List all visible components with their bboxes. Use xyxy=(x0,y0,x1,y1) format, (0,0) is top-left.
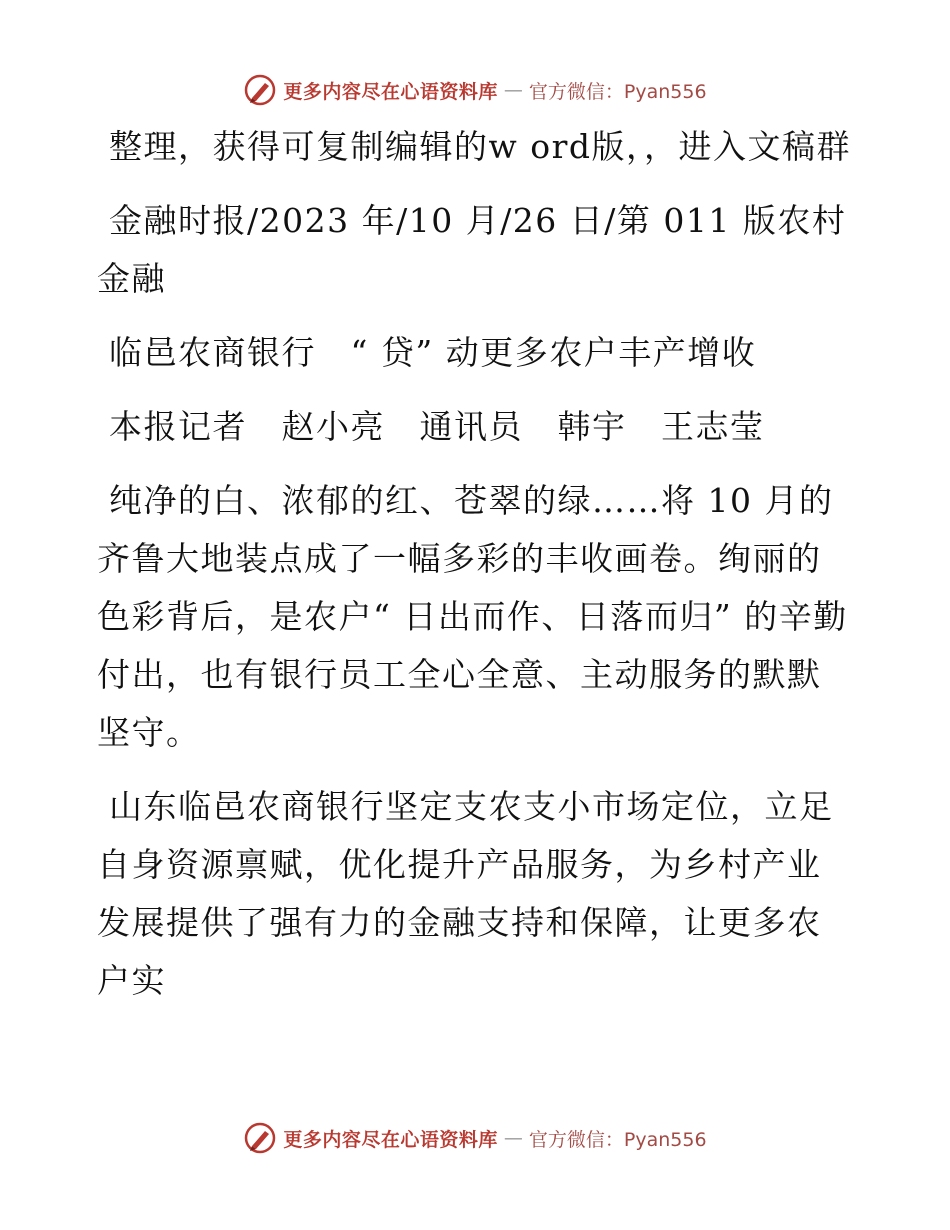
watermark-text: 更多内容尽在心语资料库 xyxy=(283,1128,498,1151)
footer-watermark-banner xyxy=(0,1118,950,1158)
paragraph-body-1: 纯净的白、浓郁的红、苍翠的绿……将 10 月的齐鲁大地装点成了一幅多彩的丰收画卷。绚丽的色彩背后，是农户“ 日出而作、日落而归” 的辛勤付出，也有银行员工全心全意、主动服务的默默坚守。 xyxy=(97,481,848,752)
article-byline: 本报记者 赵小亮 通讯员 韩宇 王志莹 xyxy=(109,407,765,446)
watermark-separator: — xyxy=(503,1127,523,1149)
watermark-wechat: 官方微信：Pyan556 xyxy=(528,80,707,103)
watermark-wechat: 官方微信：Pyan556 xyxy=(528,1128,707,1151)
header-watermark-banner xyxy=(0,70,950,110)
paragraph-source: 金融时报/2023 年/10 月/26 日/第 011 版农村金融 xyxy=(97,201,847,298)
watermark-separator: — xyxy=(503,79,523,101)
document-body xyxy=(97,118,853,1026)
paragraph-note: 整理，获得可复制编辑的w ord版，，进入文稿群 xyxy=(109,127,852,166)
pen-logo-icon xyxy=(243,73,277,107)
watermark-text: 更多内容尽在心语资料库 xyxy=(283,80,498,103)
paragraph-body-2: 山东临邑农商银行坚定支农支小市场定位，立足自身资源禀赋，优化提升产品服务，为乡村产业发展提供了强有力的金融支持和保障，让更多农户实 xyxy=(97,787,834,1000)
pen-logo-icon xyxy=(243,1121,277,1155)
article-title: 临邑农商银行 “ 贷” 动更多农户丰产增收 xyxy=(109,333,757,372)
